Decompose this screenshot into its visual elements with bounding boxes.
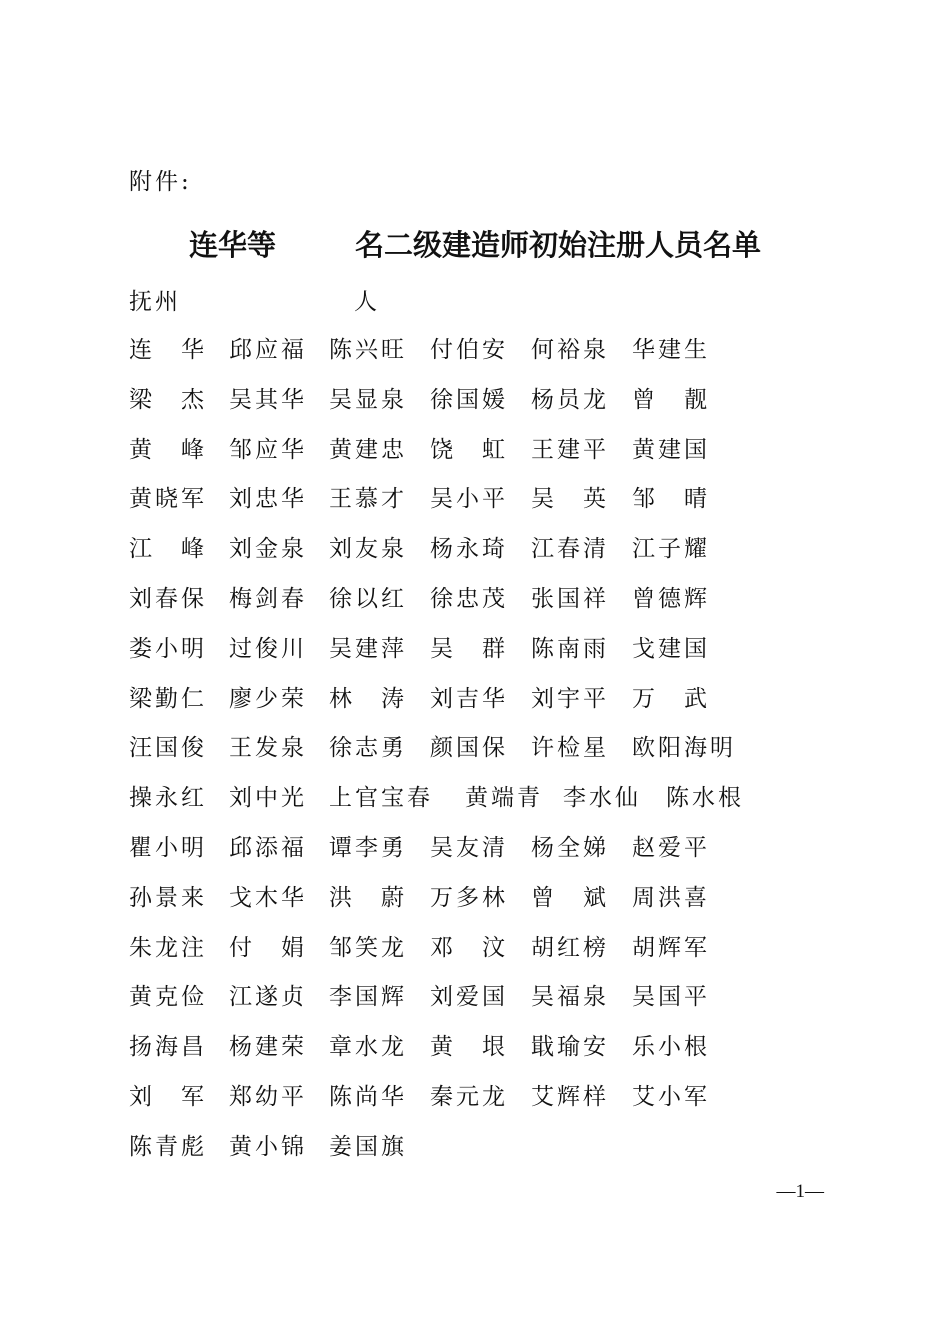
name-row — [129, 1028, 849, 1078]
person-name: 朱龙注 — [129, 934, 207, 961]
person-name: 黄晓军 — [129, 486, 207, 513]
name-row — [129, 1078, 849, 1128]
person-name: 梁 杰 — [129, 386, 207, 413]
person-name: 林 涛 — [329, 685, 407, 712]
person-name: 刘忠华 — [229, 486, 307, 513]
person-name: 艾小军 — [632, 1083, 710, 1110]
person-name: 杨全娣 — [531, 834, 609, 861]
person-name: 梁勤仁 — [129, 685, 207, 712]
person-name: 艾辉样 — [531, 1083, 609, 1110]
page-number: —1— — [776, 1181, 824, 1202]
person-name: 姜国旗 — [329, 1133, 407, 1160]
person-name: 杨员龙 — [531, 386, 609, 413]
person-name: 章水龙 — [329, 1034, 407, 1061]
person-name: 刘爱国 — [430, 984, 508, 1011]
person-name: 戈木华 — [229, 884, 307, 911]
person-name: 黄 垠 — [430, 1034, 508, 1061]
title-leading-name: 连华等 — [189, 228, 277, 262]
person-name: 杨永琦 — [430, 536, 508, 563]
person-name: 付伯安 — [430, 337, 508, 363]
person-name: 欧阳海明 — [632, 735, 736, 762]
person-name: 周洪喜 — [632, 884, 710, 911]
person-name: 付 娟 — [229, 934, 307, 961]
name-row — [129, 729, 849, 779]
person-name: 邹笑龙 — [329, 934, 407, 961]
name-row — [129, 1128, 849, 1178]
region-count-suffix: 人 — [354, 289, 380, 315]
name-row — [129, 530, 849, 580]
person-name: 李水仙 — [563, 785, 641, 812]
person-name: 吴小平 — [430, 486, 508, 513]
person-name: 胡红榜 — [531, 934, 609, 961]
name-list — [129, 331, 849, 1178]
person-name: 徐国媛 — [430, 386, 508, 413]
name-row — [129, 879, 849, 929]
person-name: 邹应华 — [229, 436, 307, 463]
person-name: 杨建荣 — [229, 1034, 307, 1061]
person-name: 颜国保 — [430, 735, 508, 762]
person-name: 曾 斌 — [531, 884, 609, 911]
person-name: 陈水根 — [666, 785, 744, 812]
person-name: 张国祥 — [531, 585, 609, 612]
person-name: 洪 蔚 — [329, 884, 407, 911]
person-name: 徐忠茂 — [430, 585, 508, 612]
person-name: 郑幼平 — [229, 1083, 307, 1110]
person-name: 华建生 — [632, 337, 710, 363]
person-name: 娄小明 — [129, 635, 207, 662]
person-name: 刘 军 — [129, 1083, 207, 1110]
person-name: 饶 虹 — [430, 436, 508, 463]
person-name: 曾 靓 — [632, 386, 710, 413]
person-name: 秦元龙 — [430, 1083, 508, 1110]
person-name: 赵爱平 — [632, 834, 710, 861]
person-name: 吴其华 — [229, 386, 307, 413]
person-name: 邱添福 — [229, 834, 307, 861]
name-row — [129, 829, 849, 879]
person-name: 吴友清 — [430, 834, 508, 861]
attachment-label: 附件: — [129, 169, 192, 195]
person-name: 胡辉军 — [632, 934, 710, 961]
person-name: 许检星 — [531, 735, 609, 762]
person-name: 邱应福 — [229, 337, 307, 363]
person-name: 黄小锦 — [229, 1133, 307, 1160]
person-name: 吴国平 — [632, 984, 710, 1011]
person-name: 戢瑜安 — [531, 1034, 609, 1061]
person-name: 江春清 — [531, 536, 609, 563]
person-name: 刘中光 — [229, 785, 307, 812]
name-row — [129, 779, 849, 829]
person-name: 邓 汶 — [430, 934, 508, 961]
person-name: 廖少荣 — [229, 685, 307, 712]
person-name: 操永红 — [129, 785, 207, 812]
person-name: 王建平 — [531, 436, 609, 463]
person-name: 李国辉 — [329, 984, 407, 1011]
person-name: 吴显泉 — [329, 386, 407, 413]
region-line — [129, 283, 380, 316]
person-name: 黄克俭 — [129, 984, 207, 1011]
person-name: 曾德辉 — [632, 585, 710, 612]
name-row — [129, 381, 849, 431]
person-name: 万多林 — [430, 884, 508, 911]
person-name: 陈尚华 — [329, 1083, 407, 1110]
name-row — [129, 431, 849, 481]
person-name: 瞿小明 — [129, 834, 207, 861]
person-name: 连 华 — [129, 337, 207, 363]
person-name: 吴 群 — [430, 635, 508, 662]
person-name: 汪国俊 — [129, 735, 207, 762]
person-name: 孙景来 — [129, 884, 207, 911]
person-name: 徐以红 — [329, 585, 407, 612]
person-name: 黄端青 — [465, 785, 543, 812]
person-name: 乐小根 — [632, 1034, 710, 1061]
person-name: 黄建国 — [632, 436, 710, 463]
person-name: 邹 晴 — [632, 486, 710, 513]
person-name: 江 峰 — [129, 536, 207, 563]
title-text: 名二级建造师初始注册人员名单 — [355, 228, 762, 262]
person-name: 王发泉 — [229, 735, 307, 762]
region-name: 抚州 — [129, 289, 181, 315]
person-name: 梅剑春 — [229, 585, 307, 612]
person-name: 江子耀 — [632, 536, 710, 563]
name-row — [129, 331, 849, 381]
person-name: 江遂贞 — [229, 984, 307, 1011]
person-name: 刘春保 — [129, 585, 207, 612]
person-name: 上官宝春 — [329, 785, 433, 812]
name-row — [129, 929, 849, 979]
person-name: 陈兴旺 — [329, 337, 407, 363]
person-name: 刘宇平 — [531, 685, 609, 712]
person-name: 吴建萍 — [329, 635, 407, 662]
person-name: 刘金泉 — [229, 536, 307, 563]
name-row — [129, 680, 849, 730]
person-name: 刘友泉 — [329, 536, 407, 563]
person-name: 吴 英 — [531, 486, 609, 513]
person-name: 何裕泉 — [531, 337, 609, 363]
person-name: 吴福泉 — [531, 984, 609, 1011]
person-name: 黄 峰 — [129, 436, 207, 463]
name-row — [129, 480, 849, 530]
name-row — [129, 580, 849, 630]
person-name: 黄建忠 — [329, 436, 407, 463]
person-name: 扬海昌 — [129, 1034, 207, 1061]
person-name: 谭李勇 — [329, 834, 407, 861]
document-title — [0, 223, 950, 263]
person-name: 陈南雨 — [531, 635, 609, 662]
person-name: 陈青彪 — [129, 1133, 207, 1160]
name-row — [129, 630, 849, 680]
person-name: 刘吉华 — [430, 685, 508, 712]
person-name: 过俊川 — [229, 635, 307, 662]
person-name: 王慕才 — [329, 486, 407, 513]
person-name: 万 武 — [632, 685, 710, 712]
person-name: 戈建国 — [632, 635, 710, 662]
name-row — [129, 978, 849, 1028]
person-name: 徐志勇 — [329, 735, 407, 762]
